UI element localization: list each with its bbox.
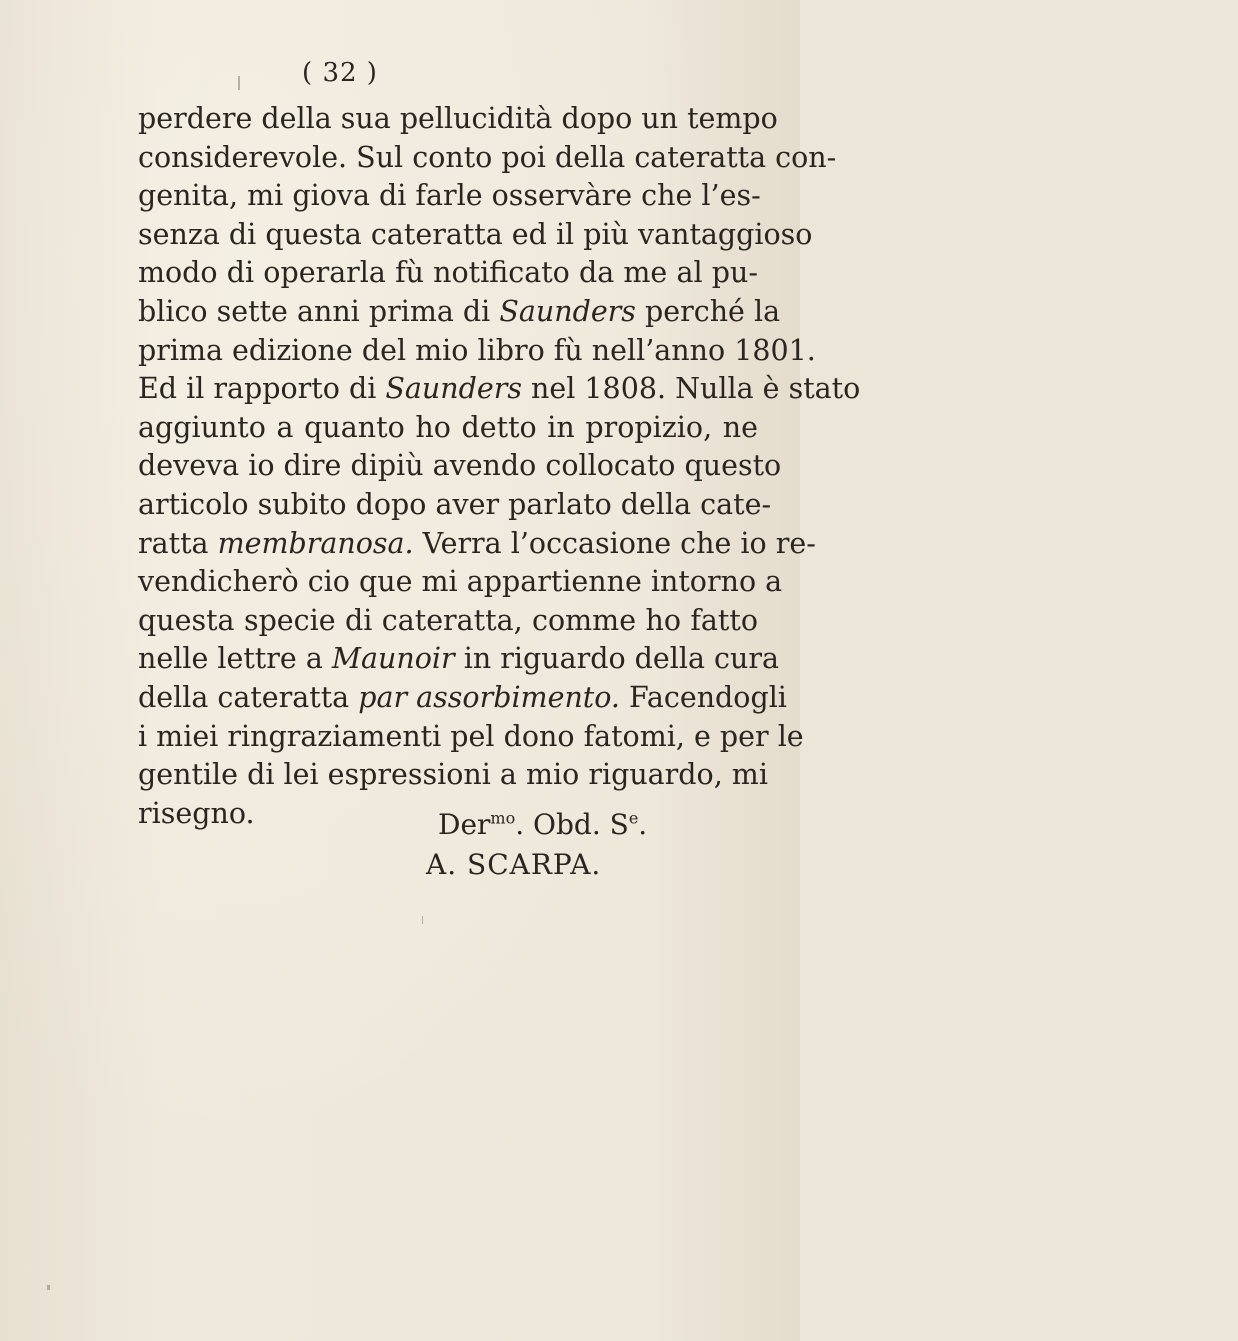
paper-speck	[47, 1285, 50, 1290]
text-segment: Ed il rapporto di	[138, 372, 386, 406]
text-line: senza di questa cateratta ed il più vantaggioso	[138, 217, 813, 251]
text-line: considerevole. Sul conto poi della cateratta con-	[138, 140, 837, 174]
italic-segment: Saunders	[499, 294, 636, 328]
text-line: modo di operarla fù notificato da me al pu-	[138, 256, 758, 290]
text-line: i miei ringraziamenti pel dono fatomi, e per le	[138, 719, 804, 753]
text-line	[138, 640, 779, 679]
italic-segment: Maunoir	[331, 642, 455, 676]
text-segment: della cateratta	[138, 680, 359, 714]
text-line	[138, 679, 787, 718]
text-line	[138, 525, 816, 564]
text-segment: perché la	[635, 294, 781, 328]
italic-segment: membranosa.	[217, 526, 414, 560]
text-line: prima edizione del mio libro fù nell’anno 1801.	[138, 333, 816, 367]
text-line: articolo subito dopo aver parlato della cate-	[138, 487, 772, 521]
text-line: gentile di lei espressioni a mio riguardo, mi	[138, 758, 768, 792]
text-segment: in riguardo della cura	[454, 642, 779, 676]
closing-formula: Der$^{mo}$. Obd. $S^e$.	[438, 808, 648, 841]
text-line: questa specie di cateratta, comme ho fatto	[138, 603, 758, 637]
italic-segment: par assorbimento.	[358, 680, 620, 714]
letter-paragraph	[138, 100, 861, 833]
text-segment: nel 1808. Nulla è stato	[521, 372, 861, 406]
text-line: vendicherò cio que mi appartienne intorno a	[138, 565, 783, 599]
paper-speck	[238, 76, 240, 90]
paper-speck	[422, 916, 423, 924]
text-line: genita, mi giova di farle osservàre che l’es-	[138, 179, 761, 213]
page-number: ( 32 )	[302, 58, 378, 88]
text-line	[138, 370, 861, 409]
signature-name: A. SCARPA.	[426, 848, 602, 881]
text-line: aggiunto a quanto ho detto in propizio, ne	[138, 410, 758, 444]
text-segment: nelle lettre a	[138, 642, 332, 676]
text-line: risegno.	[138, 796, 255, 830]
text-line	[138, 293, 781, 332]
italic-segment: Saunders	[385, 372, 522, 406]
text-segment: ratta	[138, 526, 218, 560]
text-segment: blico sette anni prima di	[138, 294, 500, 328]
text-segment: Verra l’occasione che io re-	[413, 526, 816, 560]
text-segment: Facendogli	[619, 680, 787, 714]
signature-closing	[0, 808, 1238, 841]
text-line: deveva io dire dipiù avendo collocato questo	[138, 449, 782, 483]
text-line: perdere della sua pellucidità dopo un tempo	[138, 102, 778, 135]
